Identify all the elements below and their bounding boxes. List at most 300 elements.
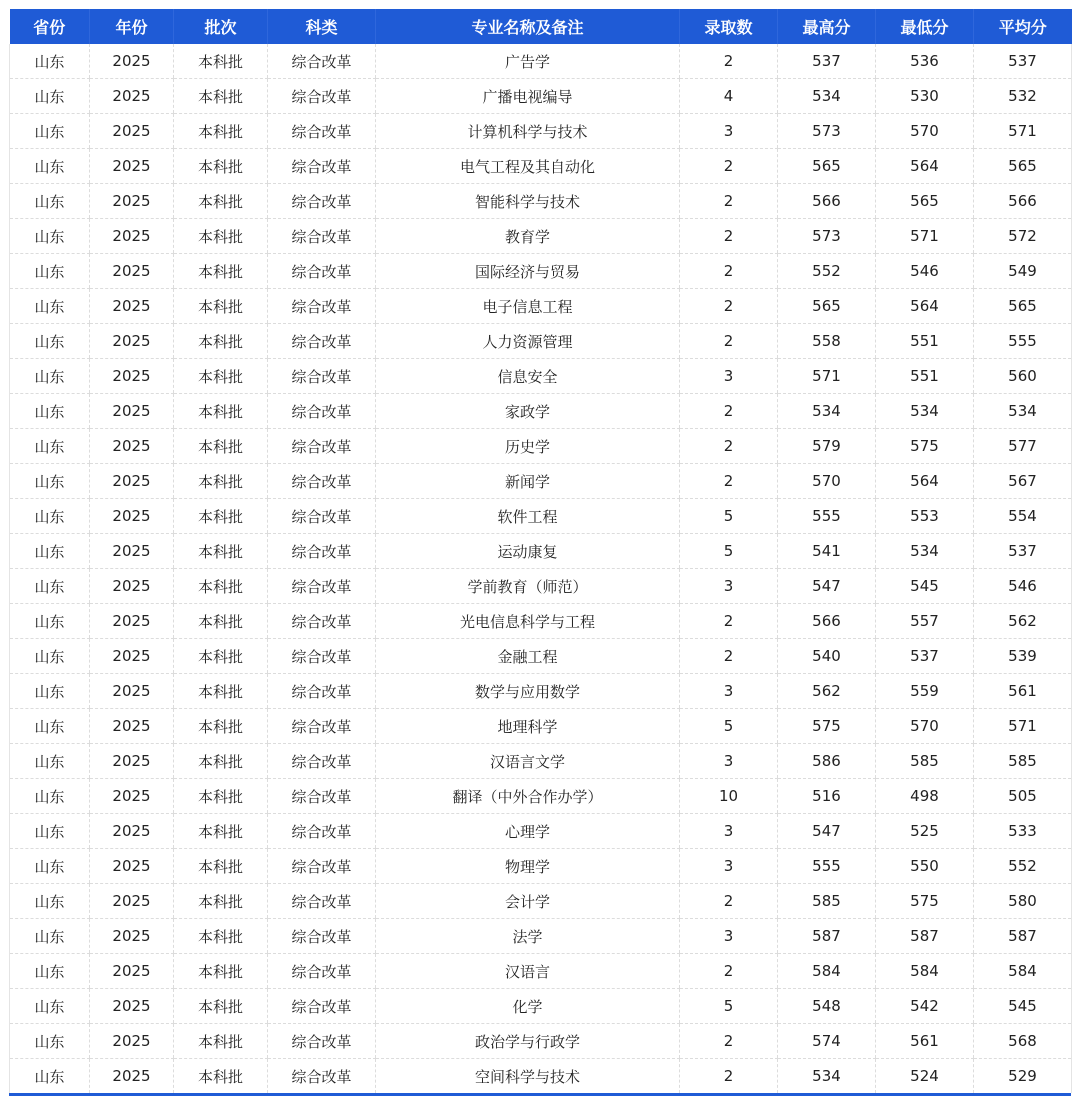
cell-max-score: 562 [778,674,876,709]
cell-admitted: 10 [680,779,778,814]
cell-major: 学前教育（师范） [376,569,680,604]
cell-category: 综合改革 [268,289,376,324]
cell-min-score: 534 [876,394,974,429]
cell-year: 2025 [90,219,174,254]
cell-max-score: 584 [778,954,876,989]
cell-province: 山东 [10,394,90,429]
cell-province: 山东 [10,254,90,289]
cell-major: 广播电视编导 [376,79,680,114]
cell-max-score: 579 [778,429,876,464]
cell-major: 家政学 [376,394,680,429]
cell-admitted: 2 [680,1059,778,1094]
cell-max-score: 534 [778,79,876,114]
cell-province: 山东 [10,534,90,569]
cell-max-score: 573 [778,114,876,149]
cell-max-score: 558 [778,324,876,359]
cell-year: 2025 [90,324,174,359]
table-row [10,779,1072,814]
cell-avg-score: 577 [974,429,1072,464]
cell-max-score: 540 [778,639,876,674]
cell-avg-score: 565 [974,289,1072,324]
cell-admitted: 3 [680,674,778,709]
cell-province: 山东 [10,639,90,674]
cell-major: 汉语言文学 [376,744,680,779]
header-max-score: 最高分 [778,9,876,44]
table-row [10,219,1072,254]
table-row [10,709,1072,744]
cell-min-score: 557 [876,604,974,639]
cell-admitted: 5 [680,989,778,1024]
cell-category: 综合改革 [268,954,376,989]
cell-province: 山东 [10,954,90,989]
cell-major: 地理科学 [376,709,680,744]
cell-admitted: 3 [680,744,778,779]
cell-category: 综合改革 [268,639,376,674]
cell-year: 2025 [90,79,174,114]
cell-avg-score: 555 [974,324,1072,359]
cell-admitted: 3 [680,849,778,884]
cell-avg-score: 529 [974,1059,1072,1094]
cell-batch: 本科批 [174,254,268,289]
cell-admitted: 2 [680,464,778,499]
cell-major: 智能科学与技术 [376,184,680,219]
cell-min-score: 525 [876,814,974,849]
cell-max-score: 547 [778,814,876,849]
cell-year: 2025 [90,604,174,639]
cell-major: 电气工程及其自动化 [376,149,680,184]
cell-admitted: 3 [680,919,778,954]
cell-batch: 本科批 [174,814,268,849]
cell-max-score: 566 [778,604,876,639]
cell-major: 空间科学与技术 [376,1059,680,1094]
cell-category: 综合改革 [268,219,376,254]
cell-avg-score: 587 [974,919,1072,954]
cell-avg-score: 562 [974,604,1072,639]
cell-min-score: 530 [876,79,974,114]
cell-avg-score: 533 [974,814,1072,849]
cell-category: 综合改革 [268,744,376,779]
cell-province: 山东 [10,464,90,499]
cell-year: 2025 [90,289,174,324]
table-row [10,639,1072,674]
cell-min-score: 553 [876,499,974,534]
cell-avg-score: 566 [974,184,1072,219]
table-row [10,849,1072,884]
cell-category: 综合改革 [268,1059,376,1094]
cell-min-score: 545 [876,569,974,604]
cell-batch: 本科批 [174,884,268,919]
cell-max-score: 516 [778,779,876,814]
cell-category: 综合改革 [268,254,376,289]
header-min-score: 最低分 [876,9,974,44]
cell-province: 山东 [10,499,90,534]
cell-province: 山东 [10,884,90,919]
header-major: 专业名称及备注 [376,9,680,44]
cell-batch: 本科批 [174,1024,268,1059]
cell-year: 2025 [90,569,174,604]
cell-batch: 本科批 [174,324,268,359]
cell-min-score: 570 [876,709,974,744]
cell-max-score: 565 [778,289,876,324]
cell-category: 综合改革 [268,814,376,849]
cell-max-score: 566 [778,184,876,219]
cell-province: 山东 [10,989,90,1024]
cell-year: 2025 [90,254,174,289]
cell-province: 山东 [10,569,90,604]
cell-category: 综合改革 [268,779,376,814]
cell-min-score: 524 [876,1059,974,1094]
cell-category: 综合改革 [268,429,376,464]
cell-year: 2025 [90,1059,174,1094]
cell-province: 山东 [10,744,90,779]
cell-category: 综合改革 [268,1024,376,1059]
cell-category: 综合改革 [268,394,376,429]
cell-year: 2025 [90,849,174,884]
cell-admitted: 3 [680,814,778,849]
table-row [10,674,1072,709]
cell-batch: 本科批 [174,464,268,499]
cell-min-score: 571 [876,219,974,254]
table-row [10,744,1072,779]
cell-batch: 本科批 [174,849,268,884]
cell-province: 山东 [10,114,90,149]
cell-batch: 本科批 [174,569,268,604]
cell-category: 综合改革 [268,709,376,744]
cell-year: 2025 [90,709,174,744]
cell-batch: 本科批 [174,989,268,1024]
cell-max-score: 586 [778,744,876,779]
cell-year: 2025 [90,394,174,429]
cell-major: 物理学 [376,849,680,884]
admission-table [9,9,1072,1093]
cell-avg-score: 537 [974,534,1072,569]
cell-min-score: 564 [876,149,974,184]
cell-major: 软件工程 [376,499,680,534]
cell-year: 2025 [90,919,174,954]
cell-major: 光电信息科学与工程 [376,604,680,639]
cell-major: 金融工程 [376,639,680,674]
table-row [10,569,1072,604]
cell-batch: 本科批 [174,709,268,744]
cell-year: 2025 [90,744,174,779]
cell-batch: 本科批 [174,289,268,324]
cell-min-score: 564 [876,464,974,499]
table-row [10,989,1072,1024]
table-row [10,289,1072,324]
cell-major: 国际经济与贸易 [376,254,680,289]
cell-admitted: 4 [680,79,778,114]
cell-min-score: 570 [876,114,974,149]
cell-batch: 本科批 [174,79,268,114]
cell-avg-score: 549 [974,254,1072,289]
cell-avg-score: 545 [974,989,1072,1024]
cell-batch: 本科批 [174,674,268,709]
cell-category: 综合改革 [268,149,376,184]
cell-admitted: 2 [680,219,778,254]
cell-batch: 本科批 [174,394,268,429]
cell-avg-score: 585 [974,744,1072,779]
cell-category: 综合改革 [268,569,376,604]
cell-province: 山东 [10,849,90,884]
bottom-rule [9,1093,1071,1096]
cell-max-score: 574 [778,1024,876,1059]
header-avg-score: 平均分 [974,9,1072,44]
cell-year: 2025 [90,814,174,849]
cell-avg-score: 571 [974,709,1072,744]
cell-avg-score: 580 [974,884,1072,919]
cell-max-score: 573 [778,219,876,254]
cell-category: 综合改革 [268,324,376,359]
cell-min-score: 551 [876,324,974,359]
cell-max-score: 570 [778,464,876,499]
cell-major: 计算机科学与技术 [376,114,680,149]
cell-admitted: 2 [680,289,778,324]
cell-avg-score: 565 [974,149,1072,184]
cell-province: 山东 [10,44,90,79]
cell-province: 山东 [10,184,90,219]
cell-province: 山东 [10,604,90,639]
cell-year: 2025 [90,114,174,149]
cell-major: 政治学与行政学 [376,1024,680,1059]
cell-batch: 本科批 [174,954,268,989]
table-row [10,429,1072,464]
cell-admitted: 5 [680,534,778,569]
cell-batch: 本科批 [174,429,268,464]
cell-min-score: 536 [876,44,974,79]
cell-province: 山东 [10,149,90,184]
cell-batch: 本科批 [174,219,268,254]
cell-province: 山东 [10,289,90,324]
table-row [10,884,1072,919]
cell-major: 运动康复 [376,534,680,569]
cell-category: 综合改革 [268,44,376,79]
table-row [10,954,1072,989]
cell-batch: 本科批 [174,919,268,954]
cell-category: 综合改革 [268,79,376,114]
cell-year: 2025 [90,1024,174,1059]
cell-batch: 本科批 [174,744,268,779]
cell-major: 会计学 [376,884,680,919]
cell-admitted: 2 [680,884,778,919]
cell-year: 2025 [90,44,174,79]
table-body [10,44,1072,1093]
cell-province: 山东 [10,1024,90,1059]
cell-category: 综合改革 [268,499,376,534]
cell-province: 山东 [10,1059,90,1094]
cell-category: 综合改革 [268,919,376,954]
cell-min-score: 537 [876,639,974,674]
cell-year: 2025 [90,429,174,464]
cell-category: 综合改革 [268,884,376,919]
cell-batch: 本科批 [174,114,268,149]
cell-avg-score: 534 [974,394,1072,429]
header-year: 年份 [90,9,174,44]
table-row [10,254,1072,289]
cell-admitted: 2 [680,394,778,429]
cell-avg-score: 572 [974,219,1072,254]
table-row [10,1059,1072,1094]
header-row [10,9,1072,44]
cell-admitted: 2 [680,604,778,639]
cell-province: 山东 [10,429,90,464]
cell-max-score: 555 [778,849,876,884]
cell-admitted: 2 [680,954,778,989]
cell-avg-score: 584 [974,954,1072,989]
cell-max-score: 571 [778,359,876,394]
cell-avg-score: 554 [974,499,1072,534]
cell-max-score: 552 [778,254,876,289]
cell-batch: 本科批 [174,184,268,219]
cell-batch: 本科批 [174,604,268,639]
cell-batch: 本科批 [174,779,268,814]
table-header [10,9,1072,44]
cell-min-score: 585 [876,744,974,779]
cell-category: 综合改革 [268,534,376,569]
cell-max-score: 547 [778,569,876,604]
cell-min-score: 575 [876,884,974,919]
cell-avg-score: 537 [974,44,1072,79]
cell-major: 教育学 [376,219,680,254]
cell-batch: 本科批 [174,149,268,184]
cell-batch: 本科批 [174,534,268,569]
cell-min-score: 587 [876,919,974,954]
cell-max-score: 575 [778,709,876,744]
cell-avg-score: 539 [974,639,1072,674]
cell-major: 历史学 [376,429,680,464]
cell-year: 2025 [90,779,174,814]
table-row [10,814,1072,849]
header-category: 科类 [268,9,376,44]
table-row [10,44,1072,79]
cell-max-score: 541 [778,534,876,569]
cell-admitted: 5 [680,499,778,534]
cell-province: 山东 [10,359,90,394]
table-row [10,604,1072,639]
table-row [10,324,1072,359]
cell-admitted: 2 [680,44,778,79]
header-province: 省份 [10,9,90,44]
cell-admitted: 2 [680,184,778,219]
table-row [10,1024,1072,1059]
cell-max-score: 585 [778,884,876,919]
cell-province: 山东 [10,709,90,744]
cell-major: 翻译（中外合作办学） [376,779,680,814]
header-admitted: 录取数 [680,9,778,44]
cell-batch: 本科批 [174,44,268,79]
cell-province: 山东 [10,79,90,114]
cell-year: 2025 [90,989,174,1024]
cell-year: 2025 [90,149,174,184]
cell-max-score: 548 [778,989,876,1024]
table-row [10,499,1072,534]
cell-avg-score: 552 [974,849,1072,884]
cell-max-score: 587 [778,919,876,954]
cell-min-score: 559 [876,674,974,709]
cell-admitted: 3 [680,114,778,149]
cell-major: 汉语言 [376,954,680,989]
cell-batch: 本科批 [174,359,268,394]
cell-min-score: 575 [876,429,974,464]
cell-major: 人力资源管理 [376,324,680,359]
cell-admitted: 3 [680,359,778,394]
cell-year: 2025 [90,499,174,534]
cell-min-score: 564 [876,289,974,324]
cell-year: 2025 [90,954,174,989]
cell-admitted: 2 [680,254,778,289]
cell-min-score: 565 [876,184,974,219]
cell-province: 山东 [10,919,90,954]
table-row [10,534,1072,569]
cell-min-score: 551 [876,359,974,394]
table-row [10,149,1072,184]
cell-batch: 本科批 [174,499,268,534]
cell-admitted: 2 [680,429,778,464]
cell-min-score: 561 [876,1024,974,1059]
table-row [10,919,1072,954]
cell-min-score: 546 [876,254,974,289]
cell-year: 2025 [90,639,174,674]
cell-major: 新闻学 [376,464,680,499]
cell-category: 综合改革 [268,184,376,219]
cell-admitted: 2 [680,1024,778,1059]
cell-avg-score: 560 [974,359,1072,394]
cell-avg-score: 546 [974,569,1072,604]
cell-year: 2025 [90,184,174,219]
cell-max-score: 555 [778,499,876,534]
cell-category: 综合改革 [268,359,376,394]
cell-max-score: 534 [778,394,876,429]
cell-province: 山东 [10,219,90,254]
table-row [10,184,1072,219]
cell-major: 电子信息工程 [376,289,680,324]
header-batch: 批次 [174,9,268,44]
cell-category: 综合改革 [268,604,376,639]
cell-major: 数学与应用数学 [376,674,680,709]
cell-admitted: 2 [680,149,778,184]
cell-admitted: 2 [680,324,778,359]
cell-category: 综合改革 [268,849,376,884]
cell-min-score: 534 [876,534,974,569]
table-row [10,394,1072,429]
table-row [10,359,1072,394]
cell-max-score: 537 [778,44,876,79]
cell-max-score: 565 [778,149,876,184]
cell-province: 山东 [10,779,90,814]
cell-category: 综合改革 [268,114,376,149]
cell-major: 心理学 [376,814,680,849]
cell-major: 信息安全 [376,359,680,394]
cell-admitted: 5 [680,709,778,744]
cell-max-score: 534 [778,1059,876,1094]
cell-min-score: 584 [876,954,974,989]
cell-avg-score: 571 [974,114,1072,149]
cell-province: 山东 [10,324,90,359]
cell-avg-score: 561 [974,674,1072,709]
cell-admitted: 3 [680,569,778,604]
cell-min-score: 498 [876,779,974,814]
cell-category: 综合改革 [268,464,376,499]
cell-province: 山东 [10,674,90,709]
table-row [10,79,1072,114]
cell-province: 山东 [10,814,90,849]
cell-year: 2025 [90,674,174,709]
admission-table-container [9,9,1071,1096]
cell-min-score: 550 [876,849,974,884]
table-row [10,114,1072,149]
cell-category: 综合改革 [268,989,376,1024]
cell-batch: 本科批 [174,1059,268,1094]
cell-avg-score: 568 [974,1024,1072,1059]
